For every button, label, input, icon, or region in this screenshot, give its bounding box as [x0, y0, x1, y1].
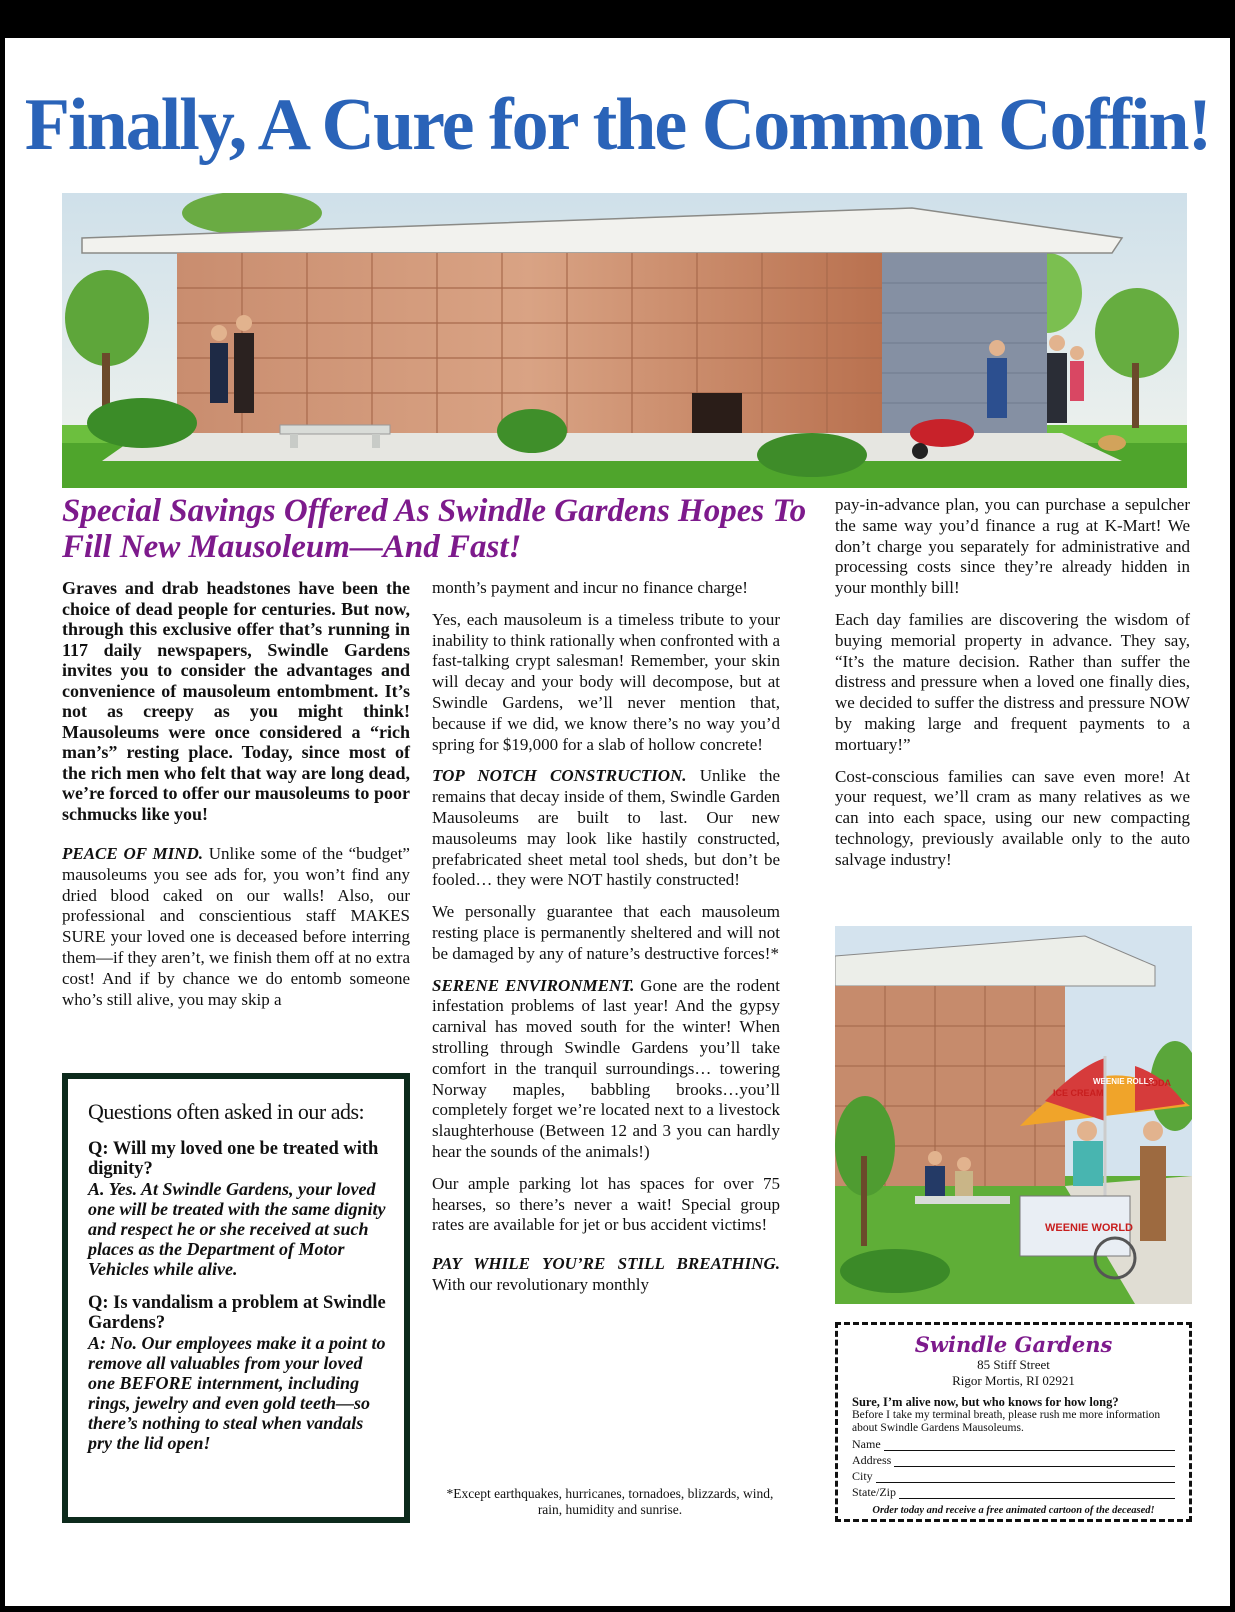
umbrella-text: SODA: [1145, 1078, 1172, 1088]
paragraph: pay-in-advance plan, you can purchase a sepulcher the same way you’d finance a rug at K-Mart! We don’t charge you separately for administrative and processing costs since they’re already hidden in your monthly bill!: [835, 495, 1190, 598]
pay-paragraph: [432, 1254, 780, 1296]
faq-question: Q: Will my loved one be treated with dignity?: [88, 1139, 379, 1179]
cart-sign: WEENIE WORLD: [1045, 1222, 1133, 1234]
serene-paragraph: [432, 976, 780, 1163]
top-notch-paragraph: [432, 766, 780, 891]
weenie-cart-illustration: [835, 926, 1192, 1304]
paragraph: Each day families are discovering the wisdom of buying memorial property in advance. They say, “It’s the mature decision. Rather than suffer the distress and pressure when a loved one finally dies, we decided to suffer the distress and pressure NOW by making large and frequent payments to a mortuary!”: [835, 609, 1190, 754]
paragraph: We personally guarantee that each mausoleum resting place is permanently sheltered and will not be damaged by any of nature’s destructive forces!*: [432, 902, 780, 963]
column-3: [835, 495, 1190, 882]
state-zip-line: [899, 1487, 1175, 1499]
ad-page: [5, 38, 1230, 1606]
column-2: [432, 578, 780, 1307]
coupon-body: Before I take my terminal breath, please rush me more information about Swindle Gardens Mausoleums.: [852, 1409, 1161, 1434]
paragraph: month’s payment and incur no finance charge!: [432, 578, 748, 597]
faq-box: [62, 1073, 410, 1523]
name-line: [884, 1439, 1175, 1451]
city-line: [876, 1471, 1175, 1483]
footnote: *Except earthquakes, hurricanes, tornadoes, blizzards, wind, rain, humidity and sunrise.: [446, 1486, 774, 1517]
city-label: City: [852, 1469, 873, 1483]
address-field[interactable]: [852, 1451, 1175, 1467]
faq-title: Questions often asked in our ads:: [88, 1099, 365, 1124]
mail-in-coupon: [835, 1322, 1192, 1522]
umbrella-text: ICE CREAM: [1053, 1088, 1104, 1098]
peace-of-mind-text: Unlike some of the “budget” mausoleums you see ads for, you won’t find any dried blood caked on our walls! Also, our professional and conscientious staff MAKES SURE your loved one is deceased before interring them—if they aren’t, we finish them off at no extra cost! And if by chance we do entomb someone who’s still alive, you may skip a: [62, 844, 410, 1009]
serene-heading: SERENE ENVIRONMENT.: [432, 975, 635, 995]
faq-answer: A: No. Our employees make it a point to remove all valuables from your loved one BEFORE internment, including rings, jewelry and even gold teeth—so there’s nothing to steal when vandals pry the lid open!: [88, 1333, 386, 1453]
subhead: Special Savings Offered As Swindle Gardens Hopes To Fill New Mausoleum—And Fast!: [62, 493, 807, 565]
state-zip-label: State/Zip: [852, 1485, 896, 1499]
column-1: [62, 578, 410, 1021]
coupon-brand: Swindle Gardens: [914, 1332, 1113, 1357]
coupon-pitch: Sure, I’m alive now, but who knows for how long?: [852, 1395, 1119, 1409]
name-field[interactable]: [852, 1435, 1175, 1451]
paragraph: Our ample parking lot has spaces for over 75 hearses, so there’s never a wait! Special group rates are available for jet or bus accident victims!: [432, 1173, 780, 1235]
lead-paragraph: Graves and drab headstones have been the choice of dead people for centuries. But now, through this exclusive offer that’s running in 117 daily newspapers, Swindle Gardens invites you to consider the advantages and convenience of mausoleum entombment. It’s not as creepy as you might think! Mausoleums were once considered a “rich man’s” resting place. Today, since most of the rich men who felt that way are long dead, we’re forced to offer our mausoleums to poor schmucks like you!: [62, 578, 410, 824]
umbrella-text: WEENIE ROLLS: [1093, 1077, 1154, 1086]
coupon-street: 85 Stiff Street: [977, 1357, 1050, 1372]
peace-of-mind-heading: PEACE OF MIND.: [62, 844, 203, 863]
address-label: Address: [852, 1453, 892, 1467]
paragraph: Cost-conscious families can save even more! At your request, we’ll cram as many relatives as we can into each space, using our new compacting technology, previously available only to the auto salvage industry!: [835, 766, 1190, 869]
pay-text: With our revolutionary monthly: [432, 1274, 649, 1294]
faq-answer: A. Yes. At Swindle Gardens, your loved one will be treated with the same dignity and respect he or she received at such places as the Department of Motor Vehicles while alive.: [88, 1179, 386, 1279]
coupon-order-text: Order today and receive a free animated cartoon of the deceased!: [872, 1505, 1155, 1516]
top-notch-text: Unlike the remains that decay inside of them, Swindle Garden Mausoleums are built to last. Our new mausoleums may look like hastily constructed, prefabricated sheet metal tool sheds, but don’t be fooled… they were NOT hastily constructed!: [432, 766, 780, 890]
coupon-city: Rigor Mortis, RI 02921: [952, 1373, 1075, 1388]
address-line: [894, 1455, 1175, 1467]
name-label: Name: [852, 1437, 881, 1451]
mausoleum-illustration: [62, 193, 1187, 488]
peace-of-mind-paragraph: [62, 844, 410, 1010]
paragraph: Yes, each mausoleum is a timeless tribute to your inability to think rationally when confronted with a fast-talking crypt salesman! Remember, your skin will decay and your body will decompose, but at Swindle Gardens, we’ll never mention that, because if we did, we know there’s no way you’d spring for $19,000 for a slab of hollow concrete!: [432, 609, 780, 754]
pay-heading: PAY WHILE YOU’RE STILL BREATHING.: [432, 1254, 780, 1274]
serene-text: Gone are the rodent infestation problems of last year! And the gypsy carnival has moved south for the winter! When strolling through Swindle Gardens you’ll take comfort in the tranquil surroundings… towering Norway maples, babbling brooks…you’ll completely forget we’re located next to a livestock slaughterhouse (Between 12 and 3 you can hardly hear the sounds of the animals!): [432, 975, 780, 1161]
headline: Finally, A Cure for the Common Coffin!: [24, 84, 1211, 166]
faq-question: Q: Is vandalism a problem at Swindle Gardens?: [88, 1293, 386, 1333]
city-field[interactable]: [852, 1467, 1175, 1483]
top-notch-heading: TOP NOTCH CONSTRUCTION.: [432, 766, 687, 786]
state-zip-field[interactable]: [852, 1483, 1175, 1499]
